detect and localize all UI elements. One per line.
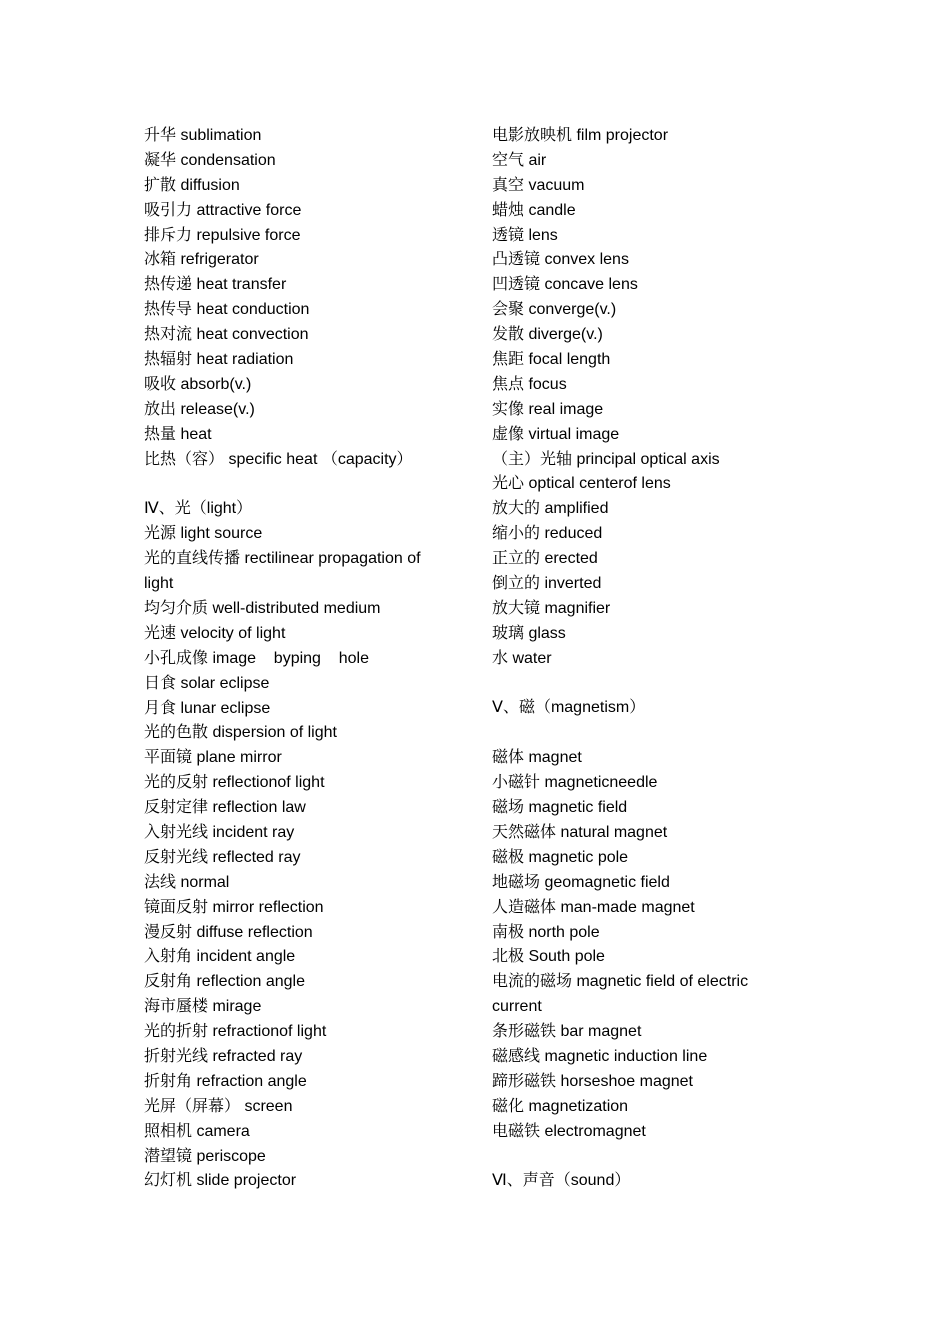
- list-item: 扩散 diffusion: [144, 176, 240, 194]
- blank-line: [492, 721, 772, 746]
- left-column: [144, 124, 444, 1194]
- list-item: 磁感线 magnetic induction line: [492, 1047, 708, 1065]
- list-item: 凝华 condensation: [144, 151, 276, 169]
- list-item: 凹透镜 concave lens: [492, 276, 638, 294]
- blank-line: [492, 1145, 772, 1170]
- list-item: 日食 solar eclipse: [144, 674, 270, 692]
- list-item: 正立的 erected: [492, 550, 598, 568]
- list-item: 热量 heat: [144, 425, 212, 443]
- list-item: 幻灯机 slide projector: [144, 1172, 297, 1190]
- list-item: 焦点 focus: [492, 375, 567, 393]
- list-item: 平面镜 plane mirror: [144, 749, 282, 767]
- list-item: 人造磁体 man-made magnet: [492, 898, 695, 916]
- list-item: 缩小的 reduced: [492, 525, 603, 543]
- list-item: 蹄形磁铁 horseshoe magnet: [492, 1072, 693, 1090]
- list-item: 蜡烛 candle: [492, 201, 576, 219]
- list-item: 真空 vacuum: [492, 176, 585, 194]
- list-item: 潜望镜 periscope: [144, 1147, 266, 1165]
- list-item: 小磁针 magneticneedle: [492, 774, 658, 792]
- list-item: 光源 light source: [144, 525, 263, 543]
- list-item: 吸引力 attractive force: [144, 201, 302, 219]
- list-item: 光速 velocity of light: [144, 624, 286, 642]
- list-item: 北极 South pole: [492, 948, 605, 966]
- list-item: 空气 air: [492, 151, 547, 169]
- list-item: 镜面反射 mirror reflection: [144, 898, 324, 916]
- list-item: 水 water: [492, 649, 552, 667]
- list-item: 电流的磁场 magnetic field of electric current: [492, 973, 749, 1016]
- list-item: 折射角 refraction angle: [144, 1072, 307, 1090]
- list-item: 入射光线 incident ray: [144, 823, 295, 841]
- list-item: 光心 optical centerof lens: [492, 475, 671, 493]
- blank-line: [144, 472, 444, 497]
- list-item: 热传导 heat conduction: [144, 301, 310, 319]
- list-item: 焦距 focal length: [492, 351, 611, 369]
- list-item: 入射角 incident angle: [144, 948, 296, 966]
- list-item: 发散 diverge(v.): [492, 326, 603, 344]
- list-item: 折射光线 refracted ray: [144, 1047, 303, 1065]
- list-item: 海市蜃楼 mirage: [144, 998, 262, 1016]
- list-item: 排斥力 repulsive force: [144, 226, 301, 244]
- list-item: 反射定律 reflection law: [144, 799, 306, 817]
- list-item: 磁化 magnetization: [492, 1097, 629, 1115]
- list-item: 电磁铁 electromagnet: [492, 1122, 646, 1140]
- list-item: 小孔成像 image byping hole: [144, 649, 369, 667]
- list-item: 放大镜 magnifier: [492, 599, 611, 617]
- list-item: 均匀介质 well-distributed medium: [144, 599, 381, 617]
- list-item: 光的折射 refractionof light: [144, 1023, 327, 1041]
- list-item: 地磁场 geomagnetic field: [492, 873, 670, 891]
- list-item: 条形磁铁 bar magnet: [492, 1023, 642, 1041]
- list-item: 吸收 absorb(v.): [144, 375, 252, 393]
- list-item: 玻璃 glass: [492, 624, 566, 642]
- list-item: （主）光轴 principal optical axis: [492, 450, 720, 468]
- list-item: 月食 lunar eclipse: [144, 699, 271, 717]
- list-item: 热对流 heat convection: [144, 326, 309, 344]
- list-item: 法线 normal: [144, 873, 230, 891]
- section-heading-sound: Ⅵ、声音（sound）: [492, 1172, 631, 1190]
- list-item: 升华 sublimation: [144, 127, 262, 144]
- list-item: 漫反射 diffuse reflection: [144, 923, 313, 941]
- list-item: 照相机 camera: [144, 1122, 250, 1140]
- list-item: 光的色散 dispersion of light: [144, 724, 337, 742]
- list-item: 热辐射 heat radiation: [144, 351, 294, 369]
- section-heading-magnetism: Ⅴ、磁（magnetism）: [492, 699, 646, 717]
- list-item: 凸透镜 convex lens: [492, 251, 629, 269]
- list-item: 比热（容） specific heat （capacity）: [144, 450, 413, 468]
- list-item: 虚像 virtual image: [492, 425, 620, 443]
- list-item: 南极 north pole: [492, 923, 600, 941]
- list-item: 热传递 heat transfer: [144, 276, 287, 294]
- list-item: 磁极 magnetic pole: [492, 848, 629, 866]
- list-item: 透镜 lens: [492, 226, 558, 244]
- list-item: 反射光线 reflected ray: [144, 848, 301, 866]
- list-item: 实像 real image: [492, 400, 604, 418]
- list-item: 倒立的 inverted: [492, 575, 602, 593]
- list-item: 天然磁体 natural magnet: [492, 823, 668, 841]
- list-item: 电影放映机 film projector: [492, 127, 669, 144]
- list-item: 磁体 magnet: [492, 749, 582, 767]
- list-item: 反射角 reflection angle: [144, 973, 305, 991]
- section-heading-light: Ⅳ、光（light）: [144, 500, 253, 518]
- list-item: 光的直线传播 rectilinear propagation of light: [144, 550, 421, 593]
- blank-line: [492, 672, 772, 697]
- list-item: 会聚 converge(v.): [492, 301, 617, 319]
- list-item: 放出 release(v.): [144, 400, 255, 418]
- right-column: [492, 124, 772, 1194]
- list-item: 磁场 magnetic field: [492, 799, 628, 817]
- list-item: 放大的 amplified: [492, 500, 609, 518]
- list-item: 光屏（屏幕） screen: [144, 1097, 293, 1115]
- list-item: 光的反射 reflectionof light: [144, 774, 325, 792]
- list-item: 冰箱 refrigerator: [144, 251, 259, 269]
